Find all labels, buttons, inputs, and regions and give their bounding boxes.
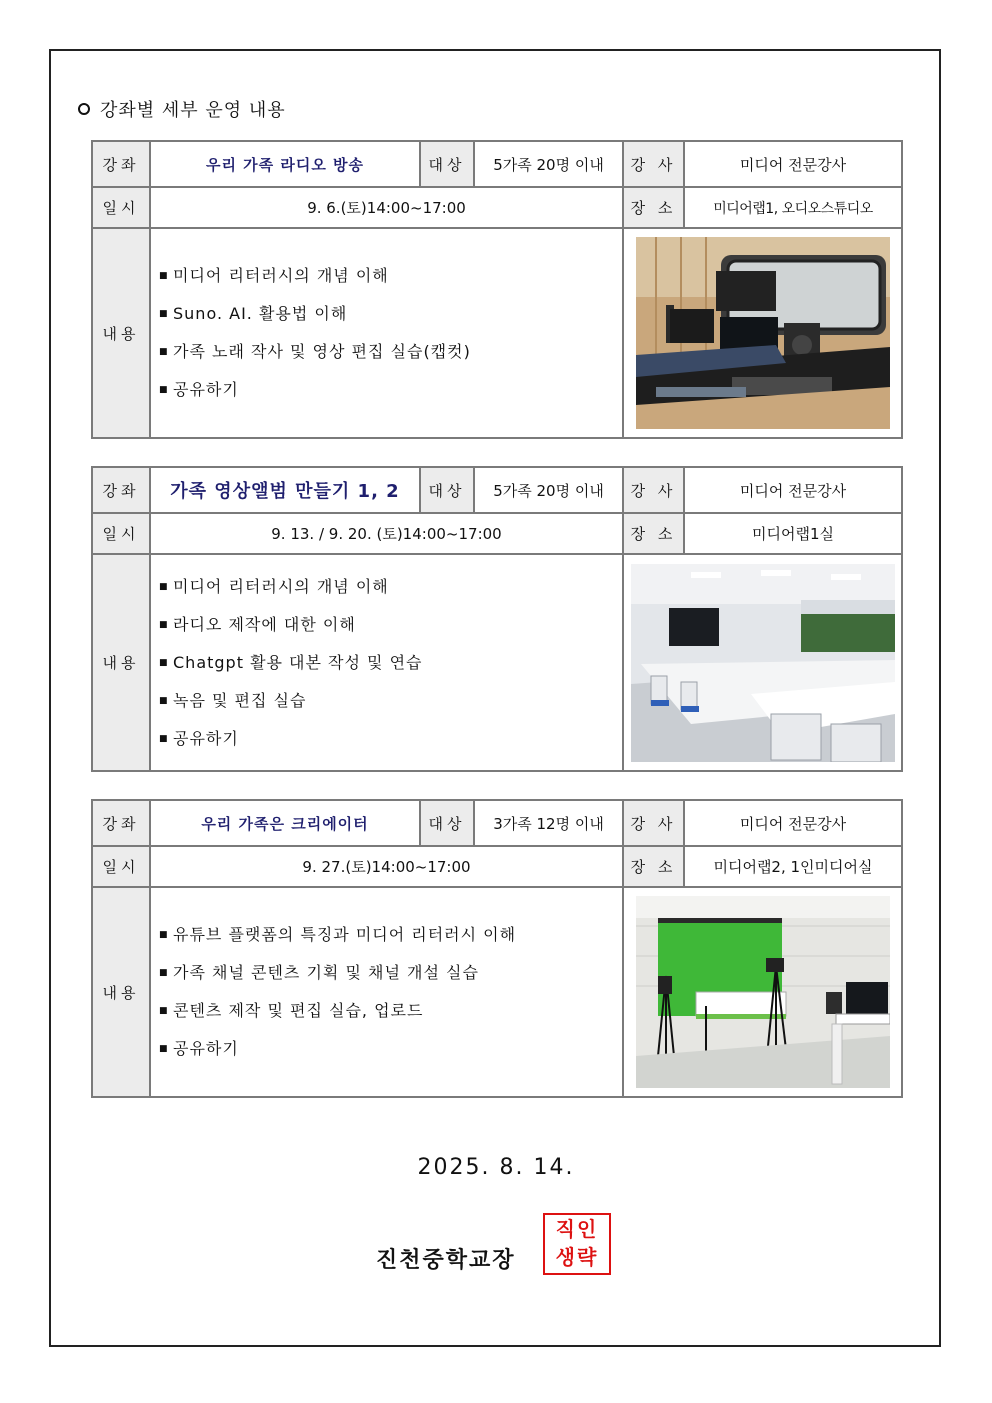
photo-cell (623, 228, 902, 438)
seal-line-2: 생략 (555, 1245, 599, 1269)
instructor-label: 강 사 (623, 800, 684, 846)
datetime-value: 9. 6.(토)14:00~17:00 (150, 187, 623, 228)
list-item: ■ Suno. AI. 활용법 이해 (159, 304, 348, 323)
seal-line-1: 직인 (555, 1217, 599, 1241)
course-table-3 (91, 799, 903, 1098)
target-value: 3가족 12명 이내 (474, 800, 623, 846)
photo-cell (623, 554, 902, 771)
target-label: 대상 (420, 467, 474, 513)
list-item: ■ 공유하기 (159, 728, 239, 748)
list-item: ■ 가족 채널 콘텐츠 기획 및 채널 개설 실습 (159, 963, 479, 982)
content-label: 내용 (92, 554, 150, 771)
datetime-label: 일시 (92, 846, 150, 887)
target-label: 대상 (420, 800, 474, 846)
content-list (151, 257, 622, 409)
datetime-label: 일시 (92, 513, 150, 554)
content-label: 내용 (92, 228, 150, 438)
datetime-label: 일시 (92, 187, 150, 228)
greenscreen-studio-photo (636, 896, 890, 1088)
list-item: ■ 공유하기 (159, 380, 239, 399)
list-item: ■ 가족 노래 작사 및 영상 편집 실습(캡컷) (159, 342, 471, 361)
list-item: ■ 콘텐츠 제작 및 편집 실습, 업로드 (159, 1001, 424, 1020)
course-title: 우리 가족은 크리에이터 (150, 800, 420, 846)
instructor-value: 미디어 전문강사 (684, 467, 902, 513)
photo-cell (623, 887, 902, 1097)
course-label: 강좌 (92, 800, 150, 846)
list-item: ■ Chatgpt 활용 대본 작성 및 연습 (159, 652, 423, 672)
content-label: 내용 (92, 887, 150, 1097)
official-seal (543, 1213, 611, 1275)
content-list (151, 568, 622, 758)
instructor-label: 강 사 (623, 141, 684, 187)
place-value: 미디어랩1, 오디오스튜디오 (684, 187, 902, 228)
place-value: 미디어랩2, 1인미디어실 (684, 846, 902, 887)
course-table-2 (91, 466, 903, 772)
course-title: 우리 가족 라디오 방송 (150, 141, 420, 187)
content-cell (150, 887, 623, 1097)
place-value: 미디어랩1실 (684, 513, 902, 554)
section-title (78, 96, 286, 122)
list-item: ■ 녹음 및 편집 실습 (159, 690, 307, 710)
target-value: 5가족 20명 이내 (474, 141, 623, 187)
list-item: ■ 미디어 리터러시의 개념 이해 (159, 266, 389, 285)
course-label: 강좌 (92, 467, 150, 513)
media-lab-photo (631, 564, 895, 762)
list-item: ■ 공유하기 (159, 1039, 239, 1058)
course-label: 강좌 (92, 141, 150, 187)
content-cell (150, 228, 623, 438)
target-value: 5가족 20명 이내 (474, 467, 623, 513)
section-title-text: 강좌별 세부 운영 내용 (100, 100, 286, 121)
list-item: ■ 미디어 리터러시의 개념 이해 (159, 576, 389, 596)
circle-bullet-icon (78, 103, 90, 115)
instructor-value: 미디어 전문강사 (684, 800, 902, 846)
signer-name: 진천중학교장 (376, 1248, 516, 1273)
instructor-value: 미디어 전문강사 (684, 141, 902, 187)
course-title: 가족 영상앨범 만들기 1, 2 (150, 467, 420, 513)
list-item: ■ 라디오 제작에 대한 이해 (159, 614, 356, 634)
place-label: 장 소 (623, 187, 684, 228)
datetime-value: 9. 13. / 9. 20. (토)14:00~17:00 (150, 513, 623, 554)
instructor-label: 강 사 (623, 467, 684, 513)
content-cell (150, 554, 623, 771)
document-date: 2025. 8. 14. (417, 1155, 575, 1180)
audio-studio-photo (636, 237, 890, 429)
place-label: 장 소 (623, 513, 684, 554)
content-list (151, 916, 622, 1068)
target-label: 대상 (420, 141, 474, 187)
list-item: ■ 유튜브 플랫폼의 특징과 미디어 리터러시 이해 (159, 925, 517, 944)
place-label: 장 소 (623, 846, 684, 887)
datetime-value: 9. 27.(토)14:00~17:00 (150, 846, 623, 887)
course-table-1 (91, 140, 903, 439)
